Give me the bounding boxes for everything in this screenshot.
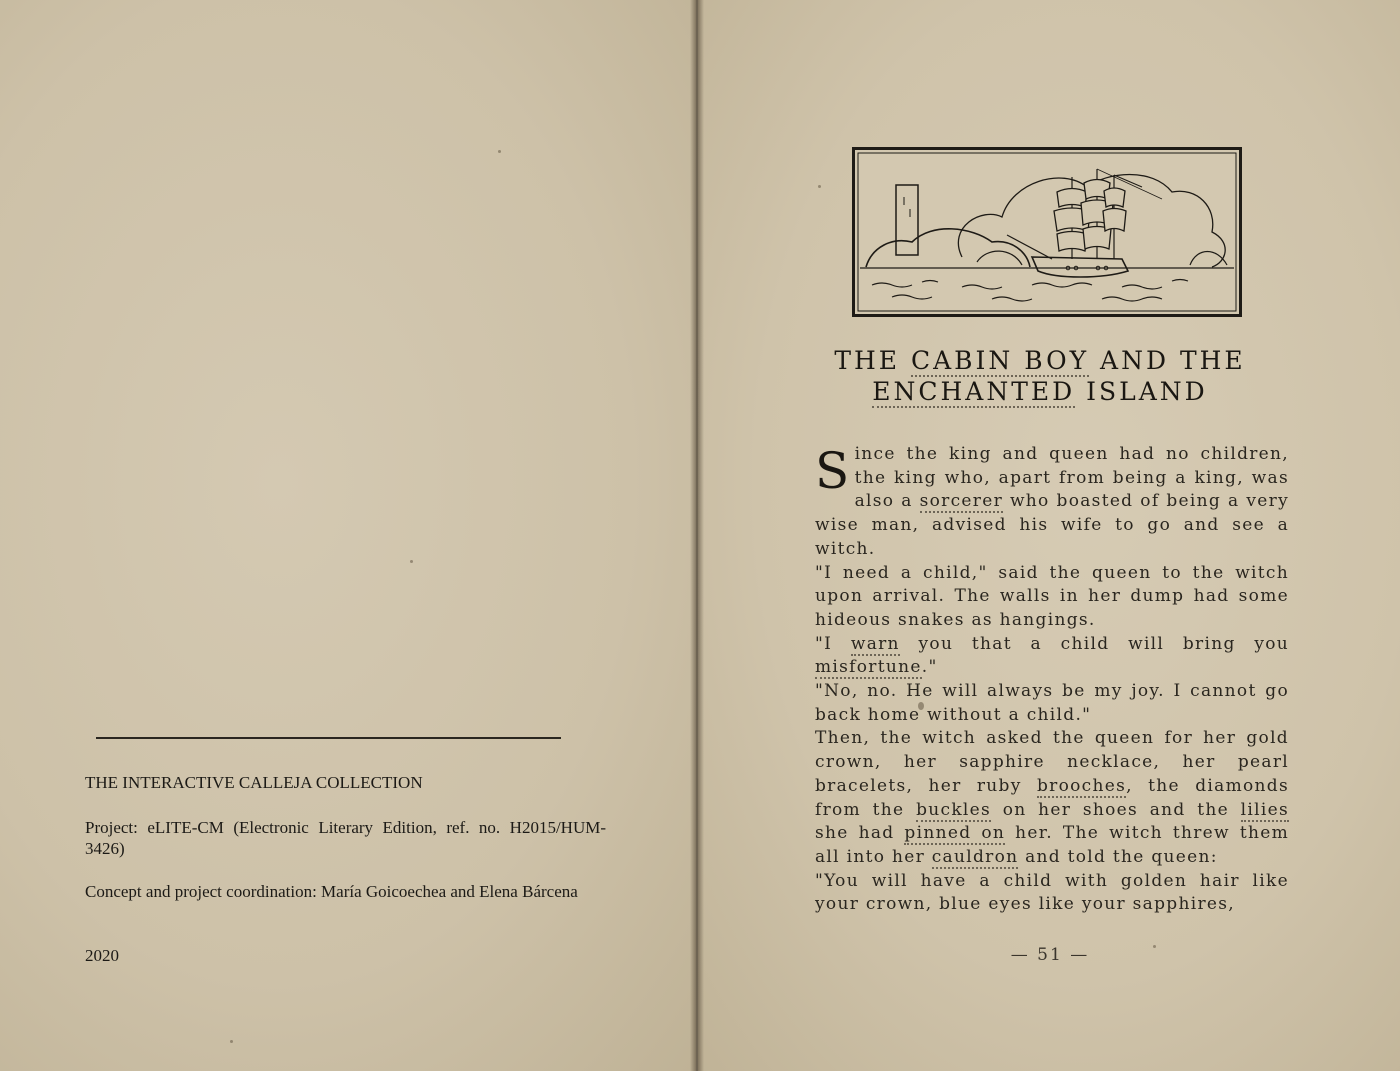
- title-text: THE: [834, 346, 911, 375]
- paragraph-text: Then, the witch asked the queen for her gold crown, her sapphire necklace, her pearl bracelets, her ruby: [815, 728, 1289, 796]
- paragraph-text: who boasted of being a very wise man, advised his wife to go and see a witch.: [815, 491, 1289, 559]
- paragraph-text: her. The witch threw them all into her: [815, 823, 1289, 867]
- paper-speck: [410, 560, 413, 563]
- coordination-credit: Concept and project coordination: María Goicoechea and Elena Bárcena: [85, 882, 578, 901]
- glossary-link-cauldron[interactable]: cauldron: [931, 846, 1019, 867]
- paragraph-text: ince the king and queen had no children, the king who, apart from being a king, was also a: [854, 444, 1289, 512]
- paper-speck: [230, 1040, 233, 1043]
- paragraph: [815, 727, 1289, 869]
- paper-speck: [498, 150, 501, 153]
- title-text: ISLAND: [1075, 377, 1208, 406]
- paragraph-text: on her shoes and the: [991, 799, 1241, 820]
- glossary-link-buckles[interactable]: buckles: [916, 799, 992, 820]
- paper-speck: [1153, 945, 1156, 948]
- paragraph: "I need a child," said the queen to the witch upon arrival. The walls in her dump had some hideous snakes as hangings.: [815, 562, 1289, 630]
- paragraph-text: .": [921, 657, 938, 678]
- collection-title: THE INTERACTIVE CALLEJA COLLECTION: [85, 773, 423, 792]
- paragraph-text: you that a child will bring you: [899, 633, 1290, 654]
- book-gutter: [690, 0, 704, 1071]
- glossary-link-enchanted[interactable]: ENCHANTED: [872, 377, 1076, 406]
- title-line-2: [800, 376, 1280, 407]
- paragraph: [815, 443, 1289, 562]
- left-page: [0, 0, 696, 1071]
- glossary-link-lilies[interactable]: lilies: [1240, 799, 1290, 820]
- paragraph: "No, no. He will always be my joy. I cannot go back home without a child.": [815, 681, 1289, 725]
- story-title: [800, 345, 1280, 407]
- glossary-link-misfortune[interactable]: misfortune: [815, 657, 922, 678]
- paragraph-text: , the diamonds from the: [815, 775, 1289, 820]
- glossary-link-sorcerer[interactable]: sorcerer: [919, 491, 1003, 512]
- drop-cap: S: [815, 442, 851, 500]
- ship-and-island-illustration: [852, 147, 1242, 317]
- paragraph-text: "I: [815, 633, 851, 654]
- paper-speck: [818, 185, 821, 188]
- publication-year: 2020: [85, 946, 119, 965]
- glossary-link-brooches[interactable]: brooches: [1036, 775, 1127, 796]
- story-body: [815, 443, 1289, 917]
- page-number: — 51 —: [1010, 945, 1090, 965]
- glossary-link-cabin-boy[interactable]: CABIN BOY: [911, 346, 1090, 375]
- glossary-link-pinned-on[interactable]: pinned on: [904, 823, 1006, 844]
- colophon-rule: [96, 737, 561, 739]
- paragraph: [815, 633, 1289, 680]
- title-text: AND THE: [1089, 346, 1246, 375]
- title-line-1: [800, 345, 1280, 376]
- paragraph: "You will have a child with golden hair like your crown, blue eyes like your sapphires,: [815, 870, 1289, 915]
- paragraph-text: she had: [815, 823, 905, 844]
- project-credit: Project: eLITE-CM (Electronic Literary Edition, ref. no. H2015/HUM-3426): [85, 818, 606, 858]
- glossary-link-warn[interactable]: warn: [850, 633, 900, 654]
- paragraph-text: and told the queen:: [1018, 846, 1218, 867]
